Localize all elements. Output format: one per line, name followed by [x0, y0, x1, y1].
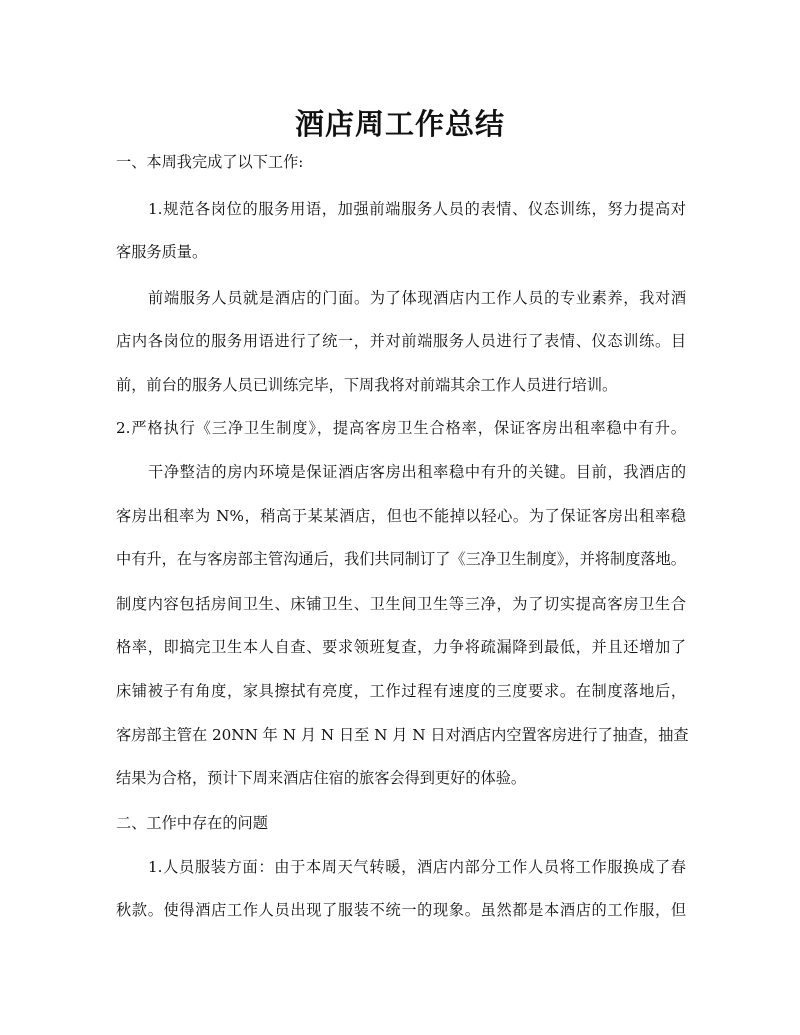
- paragraph-line: 客服务质量。: [116, 243, 208, 261]
- paragraph-line: 床铺被子有角度，家具擦拭有亮度，工作过程有速度的三度要求。在制度落地后，: [116, 682, 686, 700]
- paragraph-line: 格率，即搞完卫生本人自查、要求领班复查，力争将疏漏降到最低，并且还增加了: [116, 638, 686, 656]
- paragraph-line: 2.严格执行《三净卫生制度》，提高客房卫生合格率，保证客房出租率稳中有升。: [116, 419, 686, 437]
- paragraph-line: 前，前台的服务人员已训练完毕，下周我将对前端其余工作人员进行培训。: [116, 376, 618, 394]
- paragraph-line: 中有升，在与客房部主管沟通后，我们共同制订了《三净卫生制度》，并将制度落地。: [116, 550, 686, 568]
- document-title: 酒店周工作总结: [294, 107, 505, 141]
- paragraph-line: 干净整洁的房内环境是保证酒店客房出租率稳中有升的关键。目前，我酒店的: [148, 463, 686, 481]
- paragraph-line: 秋款。使得酒店工作人员出现了服装不统一的现象。虽然都是本酒店的工作服，但: [116, 901, 686, 919]
- section-heading-problems: 二、工作中存在的问题: [116, 814, 268, 832]
- paragraph-line: 1.人员服装方面：由于本周天气转暖，酒店内部分工作人员将工作服换成了春: [148, 858, 686, 876]
- paragraph-line: 客房出租率为 N%，稍高于某某酒店，但也不能掉以轻心。为了保证客房出租率稳: [116, 507, 686, 525]
- paragraph-line: 1.规范各岗位的服务用语，加强前端服务人员的表情、仪态训练，努力提高对: [148, 200, 686, 218]
- paragraph-line: 前端服务人员就是酒店的门面。为了体现酒店内工作人员的专业素养，我对酒: [148, 289, 686, 307]
- paragraph-line: 客房部主管在 20NN 年 N 月 N 日至 N 月 N 日对酒店内空置客房进行了抽查，抽查: [116, 726, 689, 744]
- paragraph-line: 结果为合格，预计下周来酒店住宿的旅客会得到更好的体验。: [116, 769, 527, 787]
- section-heading-work-done: 一、本周我完成了以下工作:: [116, 153, 304, 171]
- paragraph-line: 制度内容包括房间卫生、床铺卫生、卫生间卫生等三净，为了切实提高客房卫生合: [116, 595, 686, 613]
- paragraph-line: 店内各岗位的服务用语进行了统一，并对前端服务人员进行了表情、仪态训练。目: [116, 332, 686, 350]
